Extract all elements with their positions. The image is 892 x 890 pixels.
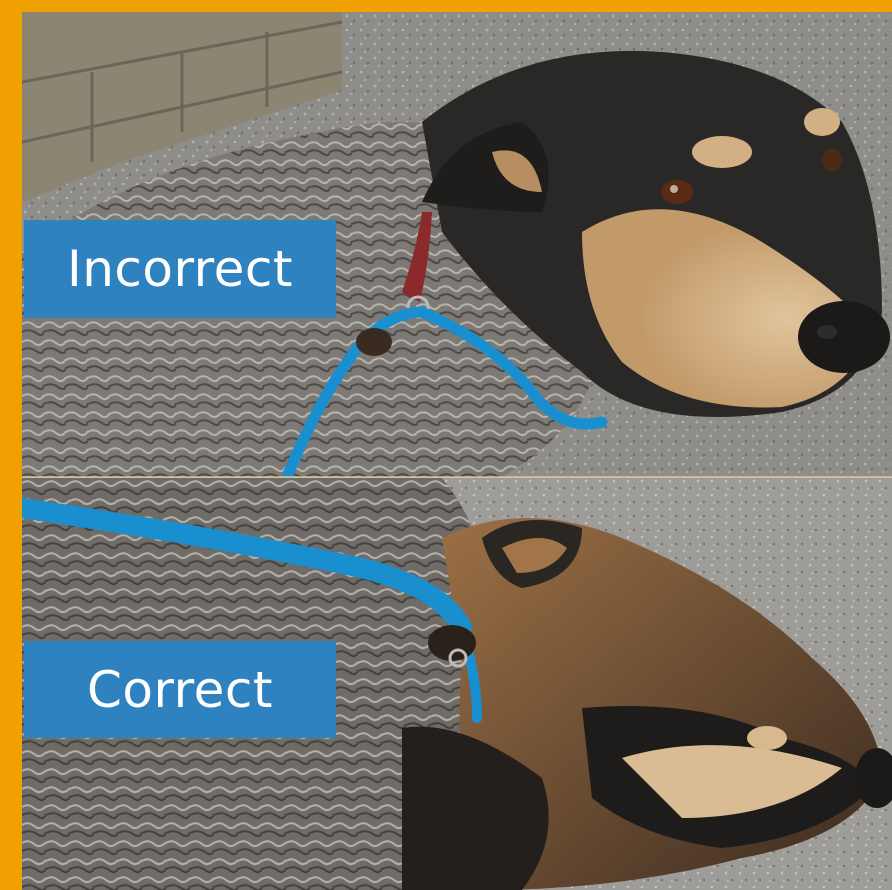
incorrect-label: Incorrect — [24, 220, 336, 318]
correct-label: Correct — [24, 641, 336, 738]
